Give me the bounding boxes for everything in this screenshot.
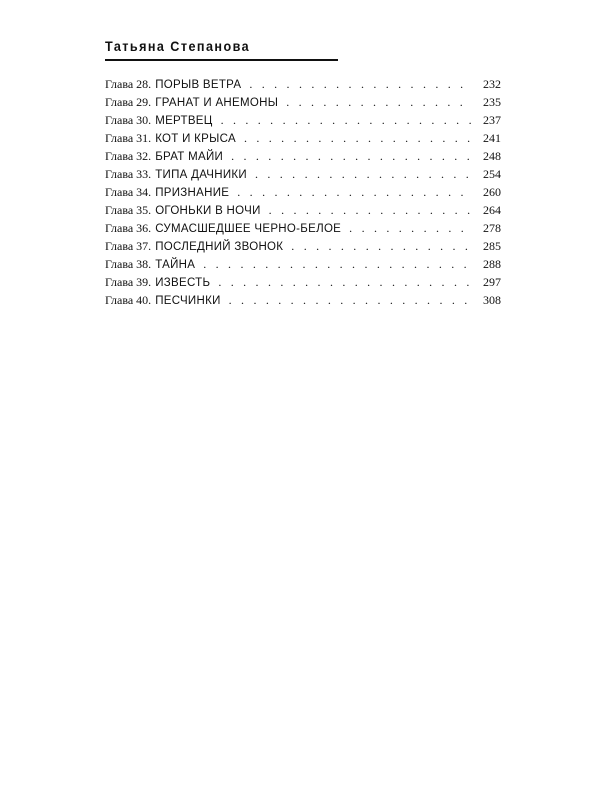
toc-entry[interactable]: [105, 111, 501, 129]
running-header-author: Татьяна Степанова: [105, 38, 251, 54]
toc-entry[interactable]: [105, 237, 501, 255]
chapter-number: Глава 35.: [105, 203, 152, 217]
dot-leader: [291, 237, 473, 255]
chapter-title: МЕРТВЕЦ: [155, 115, 213, 127]
toc-entry[interactable]: [105, 93, 501, 111]
toc-entry[interactable]: [105, 75, 501, 93]
chapter-title: ТИПА ДАЧНИКИ: [155, 169, 247, 181]
toc-entry[interactable]: [105, 165, 501, 183]
chapter-title: ГРАНАТ И АНЕМОНЫ: [155, 97, 279, 109]
header-rule: [105, 59, 338, 61]
page-number: 254: [483, 167, 501, 181]
page-number: 297: [483, 275, 501, 289]
page-number: 288: [483, 257, 501, 271]
chapter-title: ТАЙНА: [155, 259, 196, 271]
page-number: 308: [483, 293, 501, 307]
chapter-title: ИЗВЕСТЬ: [155, 277, 211, 289]
chapter-title: ПРИЗНАНИЕ: [155, 187, 230, 199]
page-number: 237: [483, 113, 501, 127]
toc-entry[interactable]: [105, 129, 501, 147]
dot-leader: [244, 129, 473, 147]
dot-leader: [349, 219, 473, 237]
toc-entry[interactable]: [105, 183, 501, 201]
chapter-title: ПОРЫВ ВЕТРА: [155, 79, 242, 91]
chapter-number: Глава 28.: [105, 77, 152, 91]
dot-leader: [286, 93, 473, 111]
chapter-number: Глава 31.: [105, 131, 152, 145]
chapter-number: Глава 36.: [105, 221, 152, 235]
toc-entry[interactable]: [105, 291, 501, 309]
chapter-number: Глава 29.: [105, 95, 152, 109]
toc-entry[interactable]: [105, 255, 501, 273]
table-of-contents: [105, 75, 501, 309]
chapter-number: Глава 39.: [105, 275, 152, 289]
page-number: 285: [483, 239, 501, 253]
page-number: 264: [483, 203, 501, 217]
chapter-title: ПОСЛЕДНИЙ ЗВОНОК: [155, 241, 284, 253]
dot-leader: [218, 273, 473, 291]
dot-leader: [221, 111, 473, 129]
chapter-title: КОТ И КРЫСА: [155, 133, 236, 145]
chapter-number: Глава 30.: [105, 113, 152, 127]
chapter-title: СУМАСШЕДШЕЕ ЧЕРНО-БЕЛОЕ: [155, 223, 342, 235]
chapter-number: Глава 37.: [105, 239, 152, 253]
toc-entry[interactable]: [105, 147, 501, 165]
chapter-number: Глава 40.: [105, 293, 152, 307]
chapter-title: ОГОНЬКИ В НОЧИ: [155, 205, 261, 217]
toc-entry[interactable]: [105, 273, 501, 291]
toc-entry[interactable]: [105, 201, 501, 219]
dot-leader: [269, 201, 473, 219]
page-number: 232: [483, 77, 501, 91]
toc-entry[interactable]: [105, 219, 501, 237]
dot-leader: [229, 291, 473, 309]
page-number: 260: [483, 185, 501, 199]
chapter-number: Глава 34.: [105, 185, 152, 199]
chapter-number: Глава 32.: [105, 149, 152, 163]
dot-leader: [249, 75, 473, 93]
dot-leader: [237, 183, 473, 201]
chapter-number: Глава 33.: [105, 167, 152, 181]
chapter-title: ПЕСЧИНКИ: [155, 295, 221, 307]
chapter-number: Глава 38.: [105, 257, 152, 271]
page-number: 241: [483, 131, 501, 145]
page-number: 235: [483, 95, 501, 109]
page-number: 248: [483, 149, 501, 163]
chapter-title: БРАТ МАЙИ: [155, 151, 224, 163]
dot-leader: [255, 165, 473, 183]
dot-leader: [231, 147, 473, 165]
page-number: 278: [483, 221, 501, 235]
dot-leader: [203, 255, 473, 273]
